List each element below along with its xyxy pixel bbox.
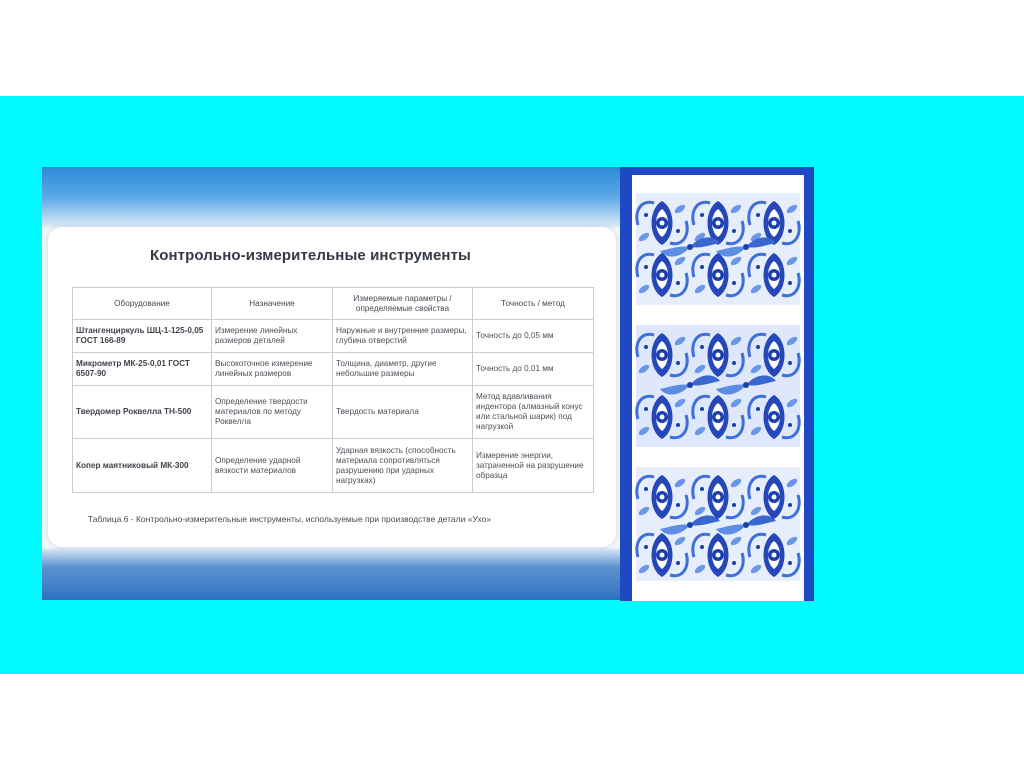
parameters-cell: Толщина, диаметр, другие небольшие размеры [333, 353, 473, 386]
header-cell: Измеряемые параметры / определяемые свойства [333, 288, 473, 320]
header-cell: Назначение [212, 288, 333, 320]
equipment-cell: Микрометр МК-25-0,01 ГОСТ 6507-90 [73, 353, 212, 386]
header-cell: Точность / метод [473, 288, 594, 320]
equipment-cell: Штангенциркуль ШЦ-1-125-0,05 ГОСТ 166-89 [73, 320, 212, 353]
accuracy-cell: Измерение энергии, затраченной на разрушение образца [473, 439, 594, 493]
parameters-cell: Ударная вязкость (способность материала сопротивляться разрушению при ударных нагрузках) [333, 439, 473, 493]
purpose-cell: Высокоточное измерение линейных размеров [212, 353, 333, 386]
purpose-cell: Определение ударной вязкости материалов [212, 439, 333, 493]
parameters-cell: Наружные и внутренние размеры, глубина отверстий [333, 320, 473, 353]
ornament-frame [620, 167, 814, 601]
equipment-cell: Копер маятниковый МК-300 [73, 439, 212, 493]
table-row [73, 439, 594, 493]
ornament-strip-1 [636, 193, 800, 305]
accuracy-cell: Точность до 0.01 мм [473, 353, 594, 386]
parameters-cell: Твердость материала [333, 386, 473, 439]
equipment-cell: Твердомер Роквелла ТН-500 [73, 386, 212, 439]
table-caption: Таблица 6 - Контрольно-измерительные инструменты, используемые при производстве детали «Ухо» [88, 514, 492, 524]
gzhel-ornament-image [632, 175, 804, 601]
table-header-row [73, 288, 594, 320]
header-cell: Оборудование [73, 288, 212, 320]
table-row [73, 386, 594, 439]
instruments-table [72, 287, 594, 493]
purpose-cell: Определение твердости материалов по методу Роквелла [212, 386, 333, 439]
ornament-strip-2 [636, 325, 800, 447]
ornament-panel [632, 175, 804, 601]
purpose-cell: Измерение линейных размеров деталей [212, 320, 333, 353]
table-row [73, 353, 594, 386]
table-row [73, 320, 594, 353]
ornament-strip-3 [636, 467, 800, 581]
accuracy-cell: Точность до 0,05 мм [473, 320, 594, 353]
accuracy-cell: Метод вдавливания индентора (алмазный конус или стальной шарик) под нагрузкой [473, 386, 594, 439]
slide-title: Контрольно-измерительные инструменты [150, 247, 471, 264]
slide-panel [42, 167, 622, 600]
